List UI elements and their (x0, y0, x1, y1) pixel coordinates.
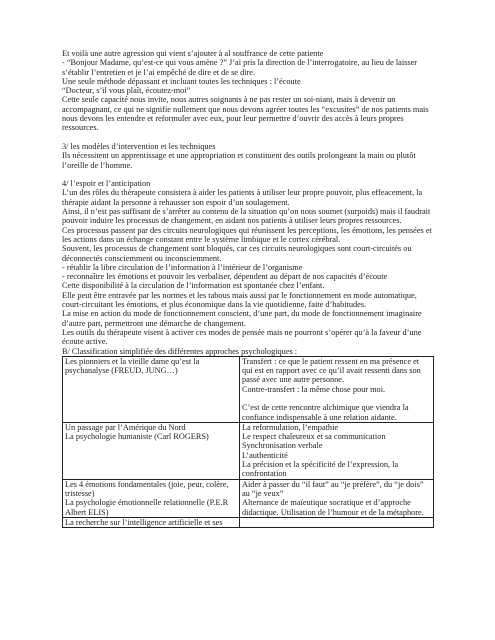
section3-body: Ils nécessitent un apprentissage et une appropriation et constituent des outils prolongeant la main ou plutôt l’oreille de l’homme. (62, 151, 416, 170)
intro-line-5: Cette seule capacité nous invite, nous autres soignants à ne pas rester un soi-niant, mais à devenir un accompagnant, ce qui ne signifie nullement que nous devons agréer toutes les “excusites” de nos patients mais nous devons les entendre et reformuler avec eux, pour leur permettre d’ouvrir des accès à leurs propres ressources. (62, 95, 429, 133)
section4-para-2: Ainsi, il n’est pas suffisant de s’arrêter au contenu de la situation qu’on nous soumet (surpoids) mais il faudrait pouvoir induire les processus de changement, en aidant nos patients à utiliser leurs propres ressources. (62, 207, 431, 226)
approaches-table (62, 356, 434, 528)
cell-line: La psychologie émotionnelle relationnelle (P.E.R Albert ELIS) (65, 498, 229, 517)
cell-line: C’est de cette rencontre alchimique que viendra la confiance indispensable à une relation aidante. (242, 403, 409, 422)
table-cell-techniques (240, 517, 434, 527)
cell-line: La reformulation, l’empathie (242, 422, 339, 432)
table-row (63, 356, 434, 422)
table-cell-approach (63, 517, 240, 527)
section4-para-7: La mise en action du mode de fonctionnement conscient, d’une part, du mode de fonctionnement imaginaire d’autre part, permettront une démarche de changement. (62, 309, 422, 328)
section4-bullet-1: - rétablir la libre circulation de l’information à l’intérieur de l’organisme (62, 262, 303, 272)
section3-heading: 3/ les modèles d’intervention et les techniques (62, 141, 216, 151)
section4-heading: 4/ l’espoir et l’anticipation (62, 179, 151, 189)
table-row (63, 479, 434, 517)
cell-line: La recherche sur l’intelligence artificielle et ses (65, 517, 223, 527)
section4-para-6: Elle peut être entravée par les normes et les tabous mais aussi par le fonctionnement en mode automatique, court-circuitant les émotions, et plus économique dans la vie quotidienne, faite d’habitudes. (62, 290, 417, 310)
cell-line: L’authenticité (242, 450, 288, 460)
paragraph-gap (62, 133, 434, 142)
table-row (63, 517, 434, 527)
table-cell-techniques (240, 479, 434, 517)
section4-bullet-2: - reconnaître les émotions et pouvoir les verbaliser, dépendent au départ de nos capacités d’écoute (62, 272, 388, 282)
cell-line: Contre-transfert : la même chose pour moi. (242, 384, 386, 394)
intro-line-1: Et voilà une autre agression qui vient s’ajouter à al souffrance de cette patiente (62, 49, 324, 58)
cell-line: Synchronisation verbale (242, 441, 323, 451)
cell-line: Le respect chaleureux et sa communication (242, 432, 386, 442)
intro-line-2: - “Bonjour Madame, qu’est-ce qui vous amène ?” J’ai pris la direction de l’interrogatoire, au lieu de laisser s’établir l’entretien et je l’ai empêché de dire et de se dire. (62, 58, 418, 77)
cell-line: Alternance de maïeutique socratique et d’approche didactique. Utilisation de l’humour et de la métaphore. (242, 498, 424, 517)
table-cell-techniques (240, 422, 434, 479)
cell-line (242, 394, 431, 403)
intro-line-4: “Docteur, s’il vous plaît, écoutez-moi” (62, 86, 191, 96)
cell-line: Les 4 émotions fondamentales (joie, peur, colère, tristesse) (65, 479, 229, 498)
cell-line: La psychologie humaniste (Carl ROGERS) (65, 432, 209, 442)
classification-heading: B/ Classification simplifiée des différentes approches psychologiques : (62, 346, 298, 356)
section4-para-5: Cette disponibilité à la circulation de l’information est spontanée chez l’enfant. (62, 281, 325, 291)
section4-para-3: Ces processus passent par des circuits neurologiques qui réunissent les perceptions, les émotions, les pensées et les actions dans un échange constant entre le système limbique et le cortex cérébral. (62, 225, 432, 244)
table-cell-approach (63, 356, 240, 422)
cell-line: Aider à passer du “il faut” au “je préfère”, du “je dois” au “je veux” (242, 479, 424, 498)
cell-line: Les pionniers et la vieille dame qu’est la psychanalyse (FREUD, JUNG…) (65, 356, 200, 376)
table-cell-approach (63, 479, 240, 517)
table-cell-approach (63, 422, 240, 479)
table-cell-techniques (240, 356, 434, 422)
intro-line-3: Une seule méthode dépassant et incluant toutes les techniques : l’écoute (62, 76, 301, 86)
section4-para-8: Les outils du thérapeute visent à activer ces modes de pensée mais ne pourront s’opérer qu’à la faveur d’une écoute active. (62, 327, 422, 347)
cell-line: La précision et la spécificité de l’expression, la confrontation (242, 460, 399, 479)
document-page (62, 49, 434, 528)
section4-para-1: L’un des rôles du thérapeute consistera à aider les patients à utiliser leur propre pouvoir, plus effeacement, la thérapie aidant la personne à rehausser son espoir d’un soulagement. (62, 188, 423, 207)
section4-para-4: Souvent, les processus de changement sont bloqués, car ces circuits neurologiques sont court-circuités ou déconnectés consciemment ou inconsciemment. (62, 244, 412, 263)
cell-line: Un passage par l’Amérique du Nord (65, 422, 186, 432)
cell-line: Transfert : ce que le patient ressent en ma présence et qui est en rapport avec ce qu’il avait ressenti dans son passé avec une autre personne. (242, 356, 421, 385)
table-row (63, 422, 434, 479)
paragraph-gap (62, 170, 434, 179)
